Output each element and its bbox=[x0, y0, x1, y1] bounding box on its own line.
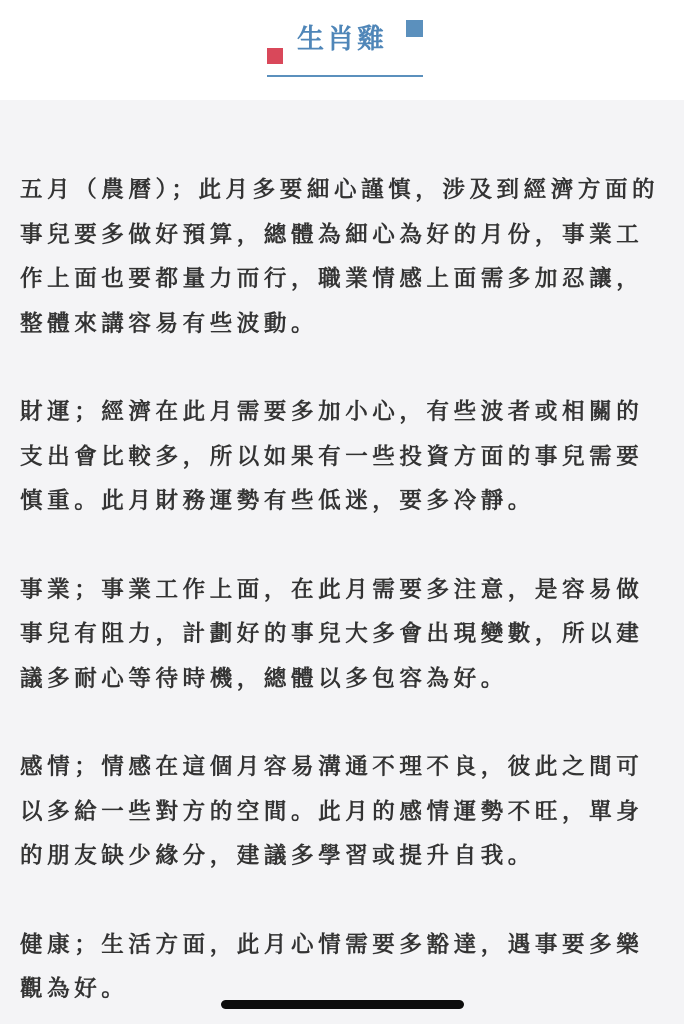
title-header bbox=[0, 0, 684, 100]
paragraph-health: 健康；生活方面，此月心情需要多豁達，遇事要多樂觀為好。 bbox=[20, 931, 644, 1002]
paragraph-career: 事業；事業工作上面，在此月需要多注意，是容易做事兒有阻力，計劃好的事兒大多會出現變數，所以建議多耐心等待時機，總體以多包容為好。 bbox=[20, 576, 644, 692]
home-indicator[interactable] bbox=[221, 1000, 464, 1009]
paragraph-wealth: 財運；經濟在此月需要多加小心，有些波者或相關的支出會比較多，所以如果有一些投資方面的事兒需要慎重。此月財務運勢有些低迷，要多冷靜。 bbox=[20, 399, 644, 514]
article-body bbox=[20, 168, 670, 1024]
paragraph-overview: 五月（農曆）；此月多要細心謹慎，涉及到經濟方面的事兒要多做好預算，總體為細心為好的月份，事業工作上面也要都量力而行，職業情感上面需多加忍讓，整體來講容易有些波動。 bbox=[20, 177, 660, 337]
title-underline bbox=[267, 75, 423, 77]
page-title: 生肖雞 bbox=[297, 24, 387, 55]
paragraph-love: 感情；情感在這個月容易溝通不理不良，彼此之間可以多給一些對方的空間。此月的感情運勢不旺，單身的朋友缺少緣分，建議多學習或提升自我。 bbox=[20, 754, 644, 869]
decorative-blue-square bbox=[406, 20, 423, 37]
